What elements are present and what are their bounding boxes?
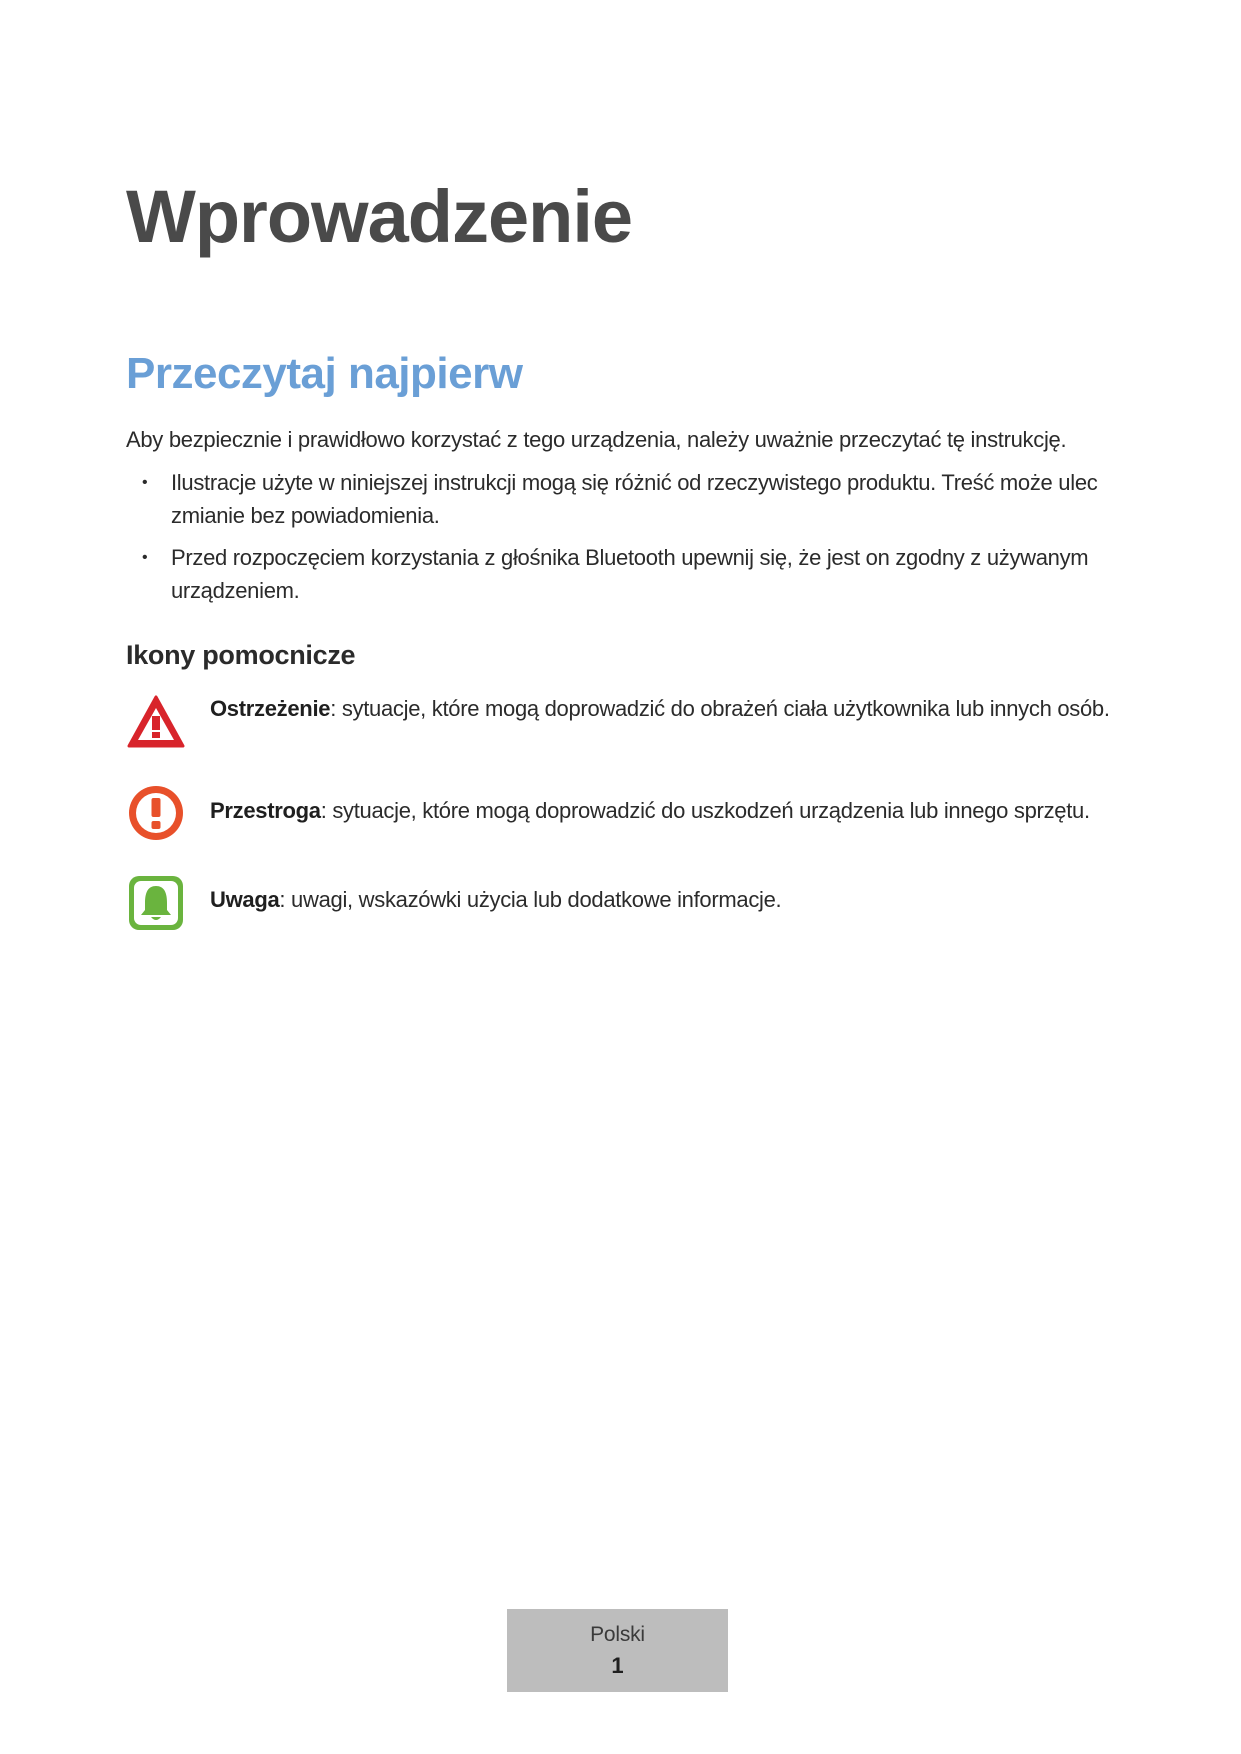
bullet-text: Przed rozpoczęciem korzystania z głośnika Bluetooth upewnij się, że jest on zgodny z używanym urządzeniem. [171,545,1089,603]
caution-label: Przestroga [210,798,321,823]
note-bell-icon [126,873,186,933]
footer-language: Polski [590,1623,645,1646]
warning-triangle-icon [126,692,186,752]
caution-row [126,783,1126,843]
icons-subtitle: Ikony pomocnicze [126,640,356,670]
page-footer [507,1609,728,1692]
bullet-marker: • [142,474,148,491]
list-item [126,466,1126,532]
warning-text: : sytuacje, które mogą doprowadzić do obrażeń ciała użytkownika lub innych osób. [330,696,1110,721]
intro-paragraph: Aby bezpiecznie i prawidłowo korzystać z tego urządzenia, należy uważnie przeczytać tę instrukcję. [126,427,1067,452]
note-row [126,873,1126,933]
warning-row [126,692,1126,752]
bullet-list [126,466,1126,616]
bullet-text: Ilustracje użyte w niniejszej instrukcji mogą się różnić od rzeczywistego produktu. Treść może ulec zmianie bez powiadomienia. [171,470,1098,528]
section-title: Przeczytaj najpierw [126,349,523,398]
page-title: Wprowadzenie [126,175,633,258]
list-item [126,541,1126,607]
note-label: Uwaga [210,887,280,912]
note-text: : uwagi, wskazówki użycia lub dodatkowe informacje. [279,887,782,912]
caution-description [210,783,1110,827]
note-description [210,873,1110,916]
caution-text: : sytuacje, które mogą doprowadzić do uszkodzeń urządzenia lub innego sprzętu. [320,798,1090,823]
page-number: 1 [611,1653,624,1678]
bullet-marker: • [142,549,148,566]
warning-label: Ostrzeżenie [210,696,331,721]
warning-description [210,692,1110,725]
caution-exclamation-icon [126,783,186,843]
